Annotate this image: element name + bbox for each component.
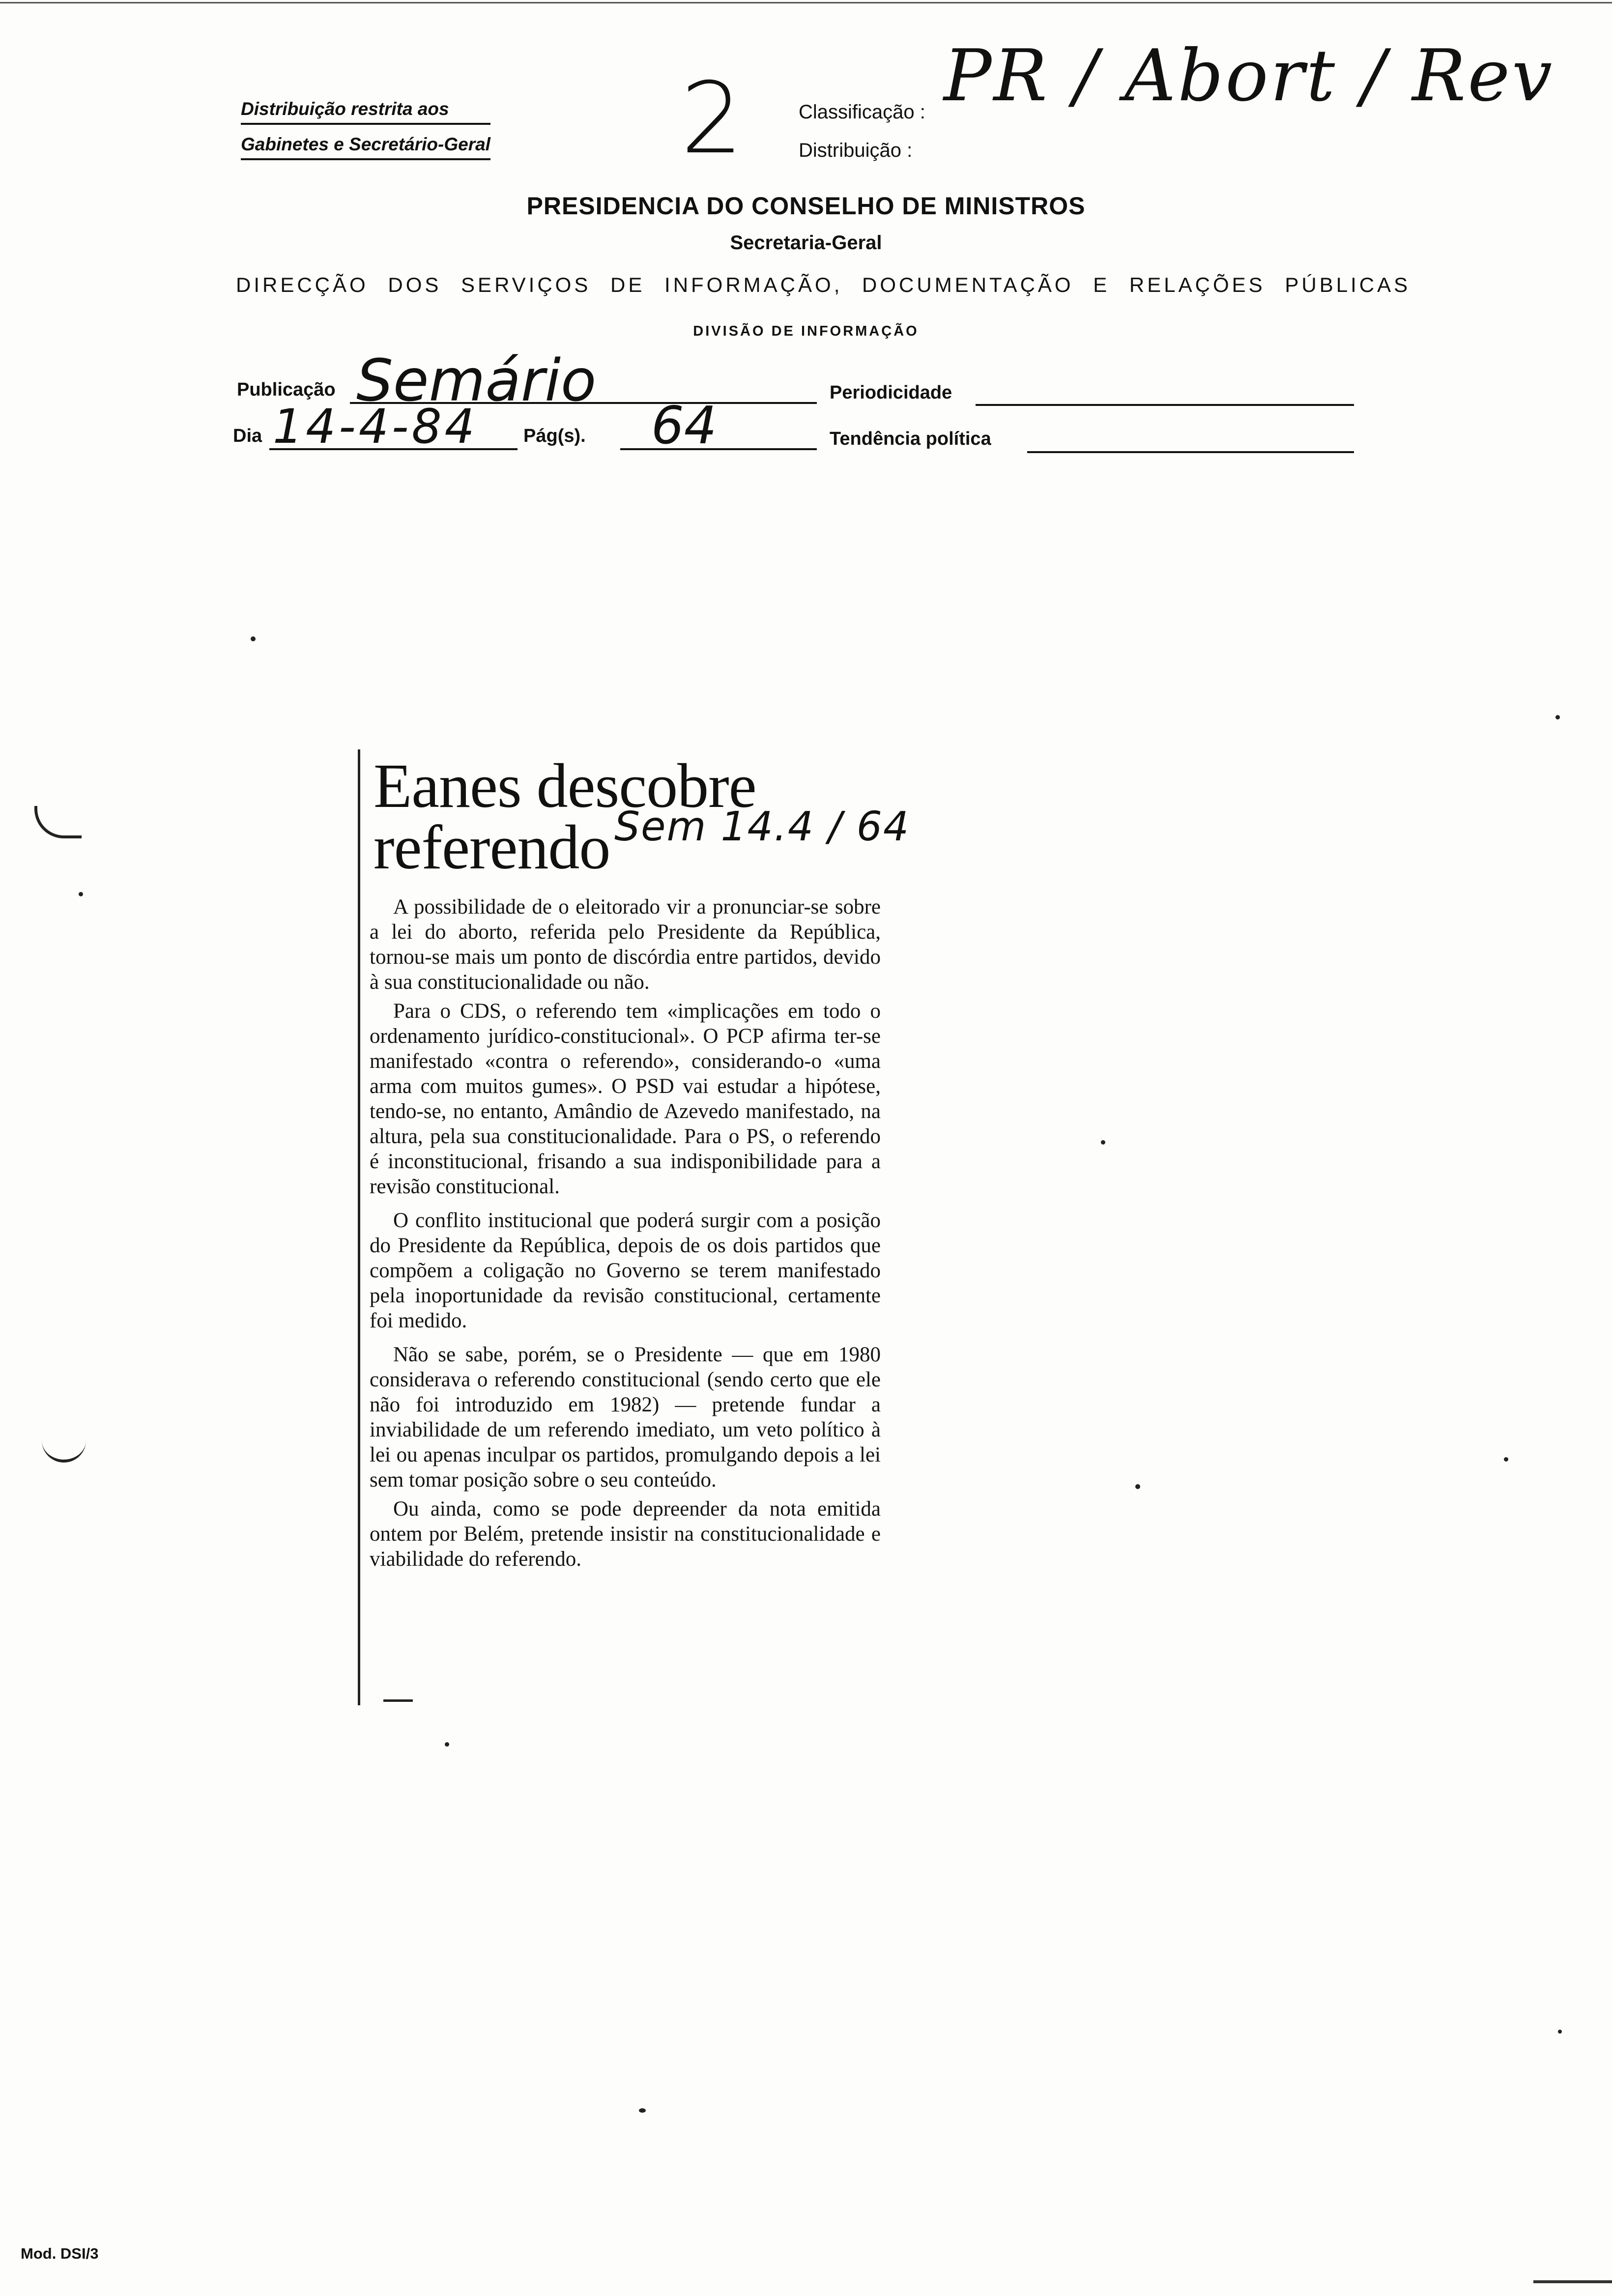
periodicity-label: Periodicidade <box>830 382 952 403</box>
distribution-label: Distribuição : <box>799 140 913 161</box>
day-label: Dia <box>233 426 262 446</box>
restricted-line-2: Gabinetes e Secretário-Geral <box>241 132 490 160</box>
scan-top-edge <box>0 2 1612 3</box>
scan-speck <box>251 636 256 641</box>
scan-speck <box>445 1742 449 1747</box>
pages-underline <box>620 448 817 450</box>
tendency-underline <box>1027 451 1354 453</box>
day-value: 14-4-84 <box>273 399 478 454</box>
binder-hole-mark-bottom <box>42 1435 86 1463</box>
article-body <box>370 894 881 1576</box>
scan-speck <box>79 892 83 896</box>
publication-value: Semário <box>356 346 597 414</box>
article-paragraph-2: Para o CDS, o referendo tem «implicações em todo o ordenamento jurídico-constitucional». O PCP afirma ter-se manifestado «contra o referendo», considerando-o «uma arma com muitos gumes». O PSD vai estudar a hipótese, tendo-se, no entanto, Amândio de Azevedo manifestado, na altura, pela sua constitucionalidade. Para o PS, o referendo é inconstitucional, frisando a sua indisponibilidade para a revisão constitucional. <box>370 1000 881 1198</box>
form-model-code: Mod. DSI/3 <box>21 2245 99 2262</box>
article-headline-line-1: Eanes descobre <box>374 751 756 821</box>
article-headline-line-2: referendo <box>374 812 610 882</box>
pages-value: 64 <box>651 396 717 456</box>
scan-bottom-edge-mark <box>1533 2280 1612 2283</box>
scan-speck <box>1555 715 1560 719</box>
article-paragraph-3: O conflito institucional que poderá surgir com a posição do Presidente da República, depois de os dois partidos que compõem a coligação no Governo se terem manifestado pela inoportunidade da revisão constitucional, certamente foi medido. <box>370 1209 881 1332</box>
binder-hole-mark-top <box>34 806 82 838</box>
division-line: DIVISÃO DE INFORMAÇÃO <box>693 323 919 339</box>
scan-speck <box>1135 1484 1140 1489</box>
directorate-line: DIRECÇÃO DOS SERVIÇOS DE INFORMAÇÃO, DOCUMENTAÇÃO E RELAÇÕES PÚBLICAS <box>236 273 1411 296</box>
article-paragraph-5: Ou ainda, como se pode depreender da nota emitida ontem por Belém, pretende insistir na constitucionalidade e viabilidade do referendo. <box>370 1497 881 1571</box>
secretariat-subtitle: Secretaria-Geral <box>730 232 882 254</box>
tendency-label: Tendência política <box>830 429 991 449</box>
pages-label: Pág(s). <box>523 426 586 446</box>
day-underline <box>269 448 518 450</box>
scan-speck <box>1101 1140 1105 1145</box>
restricted-distribution-note <box>241 96 490 160</box>
institution-title: PRESIDENCIA DO CONSELHO DE MINISTROS <box>526 192 1086 220</box>
article-left-rule <box>358 749 360 1705</box>
classification-handwritten: PR / Abort / Rev <box>944 34 1554 117</box>
handwritten-date-annotation: Sem 14.4 / 64 <box>614 804 910 850</box>
article-paragraph-1: A possibilidade de o eleitorado vir a pronunciar-se sobre a lei do aborto, referida pelo Presidente da República, tornou-se mais um ponto de discórdia entre partidos, devido à sua constitucionalidade ou não. <box>370 895 881 994</box>
periodicity-underline <box>976 404 1354 406</box>
scan-speck <box>1504 1457 1508 1462</box>
article-end-mark <box>383 1699 413 1702</box>
handwritten-copy-number: 2 <box>681 61 744 176</box>
restricted-line-1: Distribuição restrita aos <box>241 96 490 125</box>
publication-label: Publicação <box>237 379 336 400</box>
classification-label: Classificação : <box>799 101 925 123</box>
scan-speck <box>1558 2030 1562 2034</box>
article-paragraph-4: Não se sabe, porém, se o Presidente — que em 1980 considerava o referendo constitucional (sendo certo que ele não foi introduzido em 1982) — pretende fundar a inviabilidade de um referendo imediato, um veto político à lei ou apenas inculpar os partidos, promulgando depois a lei sem tomar posição sobre o seu conteúdo. <box>370 1343 881 1492</box>
scan-speck <box>639 2108 646 2113</box>
